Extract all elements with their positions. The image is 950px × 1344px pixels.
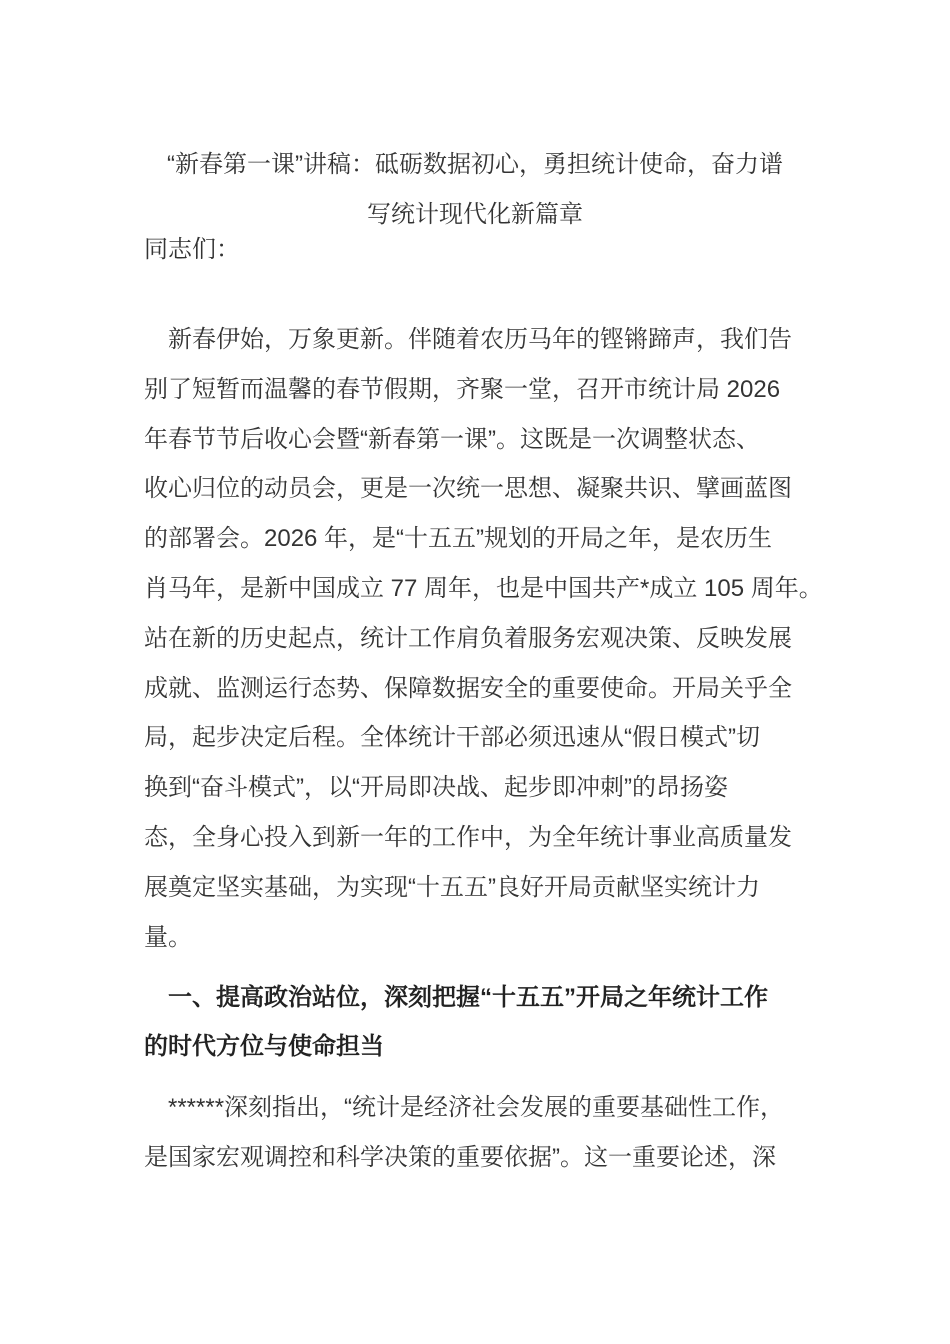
p2-line: ******深刻指出，“统计是经济社会发展的重要基础性工作， [144,1094,785,1121]
p1-line: 别了短暂而温馨的春节假期，齐聚一堂，召开市统计局 2026 [144,375,781,403]
p1-line: 局，起步决定后程。全体统计干部必须迅速从“假日模式”切 [144,724,760,752]
document-title-line-1: “新春第一课”讲稿：砥砺数据初心，勇担统计使命，奋力谱 [167,151,783,178]
p1-line: 成就、监测运行态势、保障数据安全的重要使命。开局关乎全 [144,674,792,702]
p1-line: 的部署会。2026 年，是“十五五”规划的开局之年，是农历生 [144,525,773,553]
p1-line: 态，全身心投入到新一年的工作中，为全年统计事业高质量发 [144,824,792,851]
p1-line: 量。 [144,923,192,951]
salutation: 同志们： [144,236,240,263]
document-title-line-2: 写统计现代化新篇章 [367,201,583,228]
p1-line: 展奠定坚实基础，为实现“十五五”良好开局贡献坚实统计力 [144,873,760,901]
p1-line: 收心归位的动员会，更是一次统一思想、凝聚共识、擘画蓝图 [144,475,792,503]
p1-line: 站在新的历史起点，统计工作肩负着服务宏观决策、反映发展 [144,624,792,652]
h1-line: 一、提高政治站位，深刻把握“十五五”开局之年统计工作 [144,984,768,1011]
p1-line: 换到“奋斗模式”，以“开局即决战、起步即冲刺”的昂扬姿 [144,774,728,802]
p2-line: 是国家宏观调控和科学决策的重要依据”。这一重要论述，深 [144,1144,776,1171]
p1-line: 年春节节后收心会暨“新春第一课”。这既是一次调整状态、 [144,425,760,453]
p1-line: 肖马年，是新中国成立 77 周年，也是中国共产*成立 105 周年。 [144,575,823,602]
p1-line: 新春伊始，万象更新。伴随着农历马年的铿锵蹄声，我们告 [144,326,792,353]
h1-line: 的时代方位与使命担当 [144,1033,384,1060]
